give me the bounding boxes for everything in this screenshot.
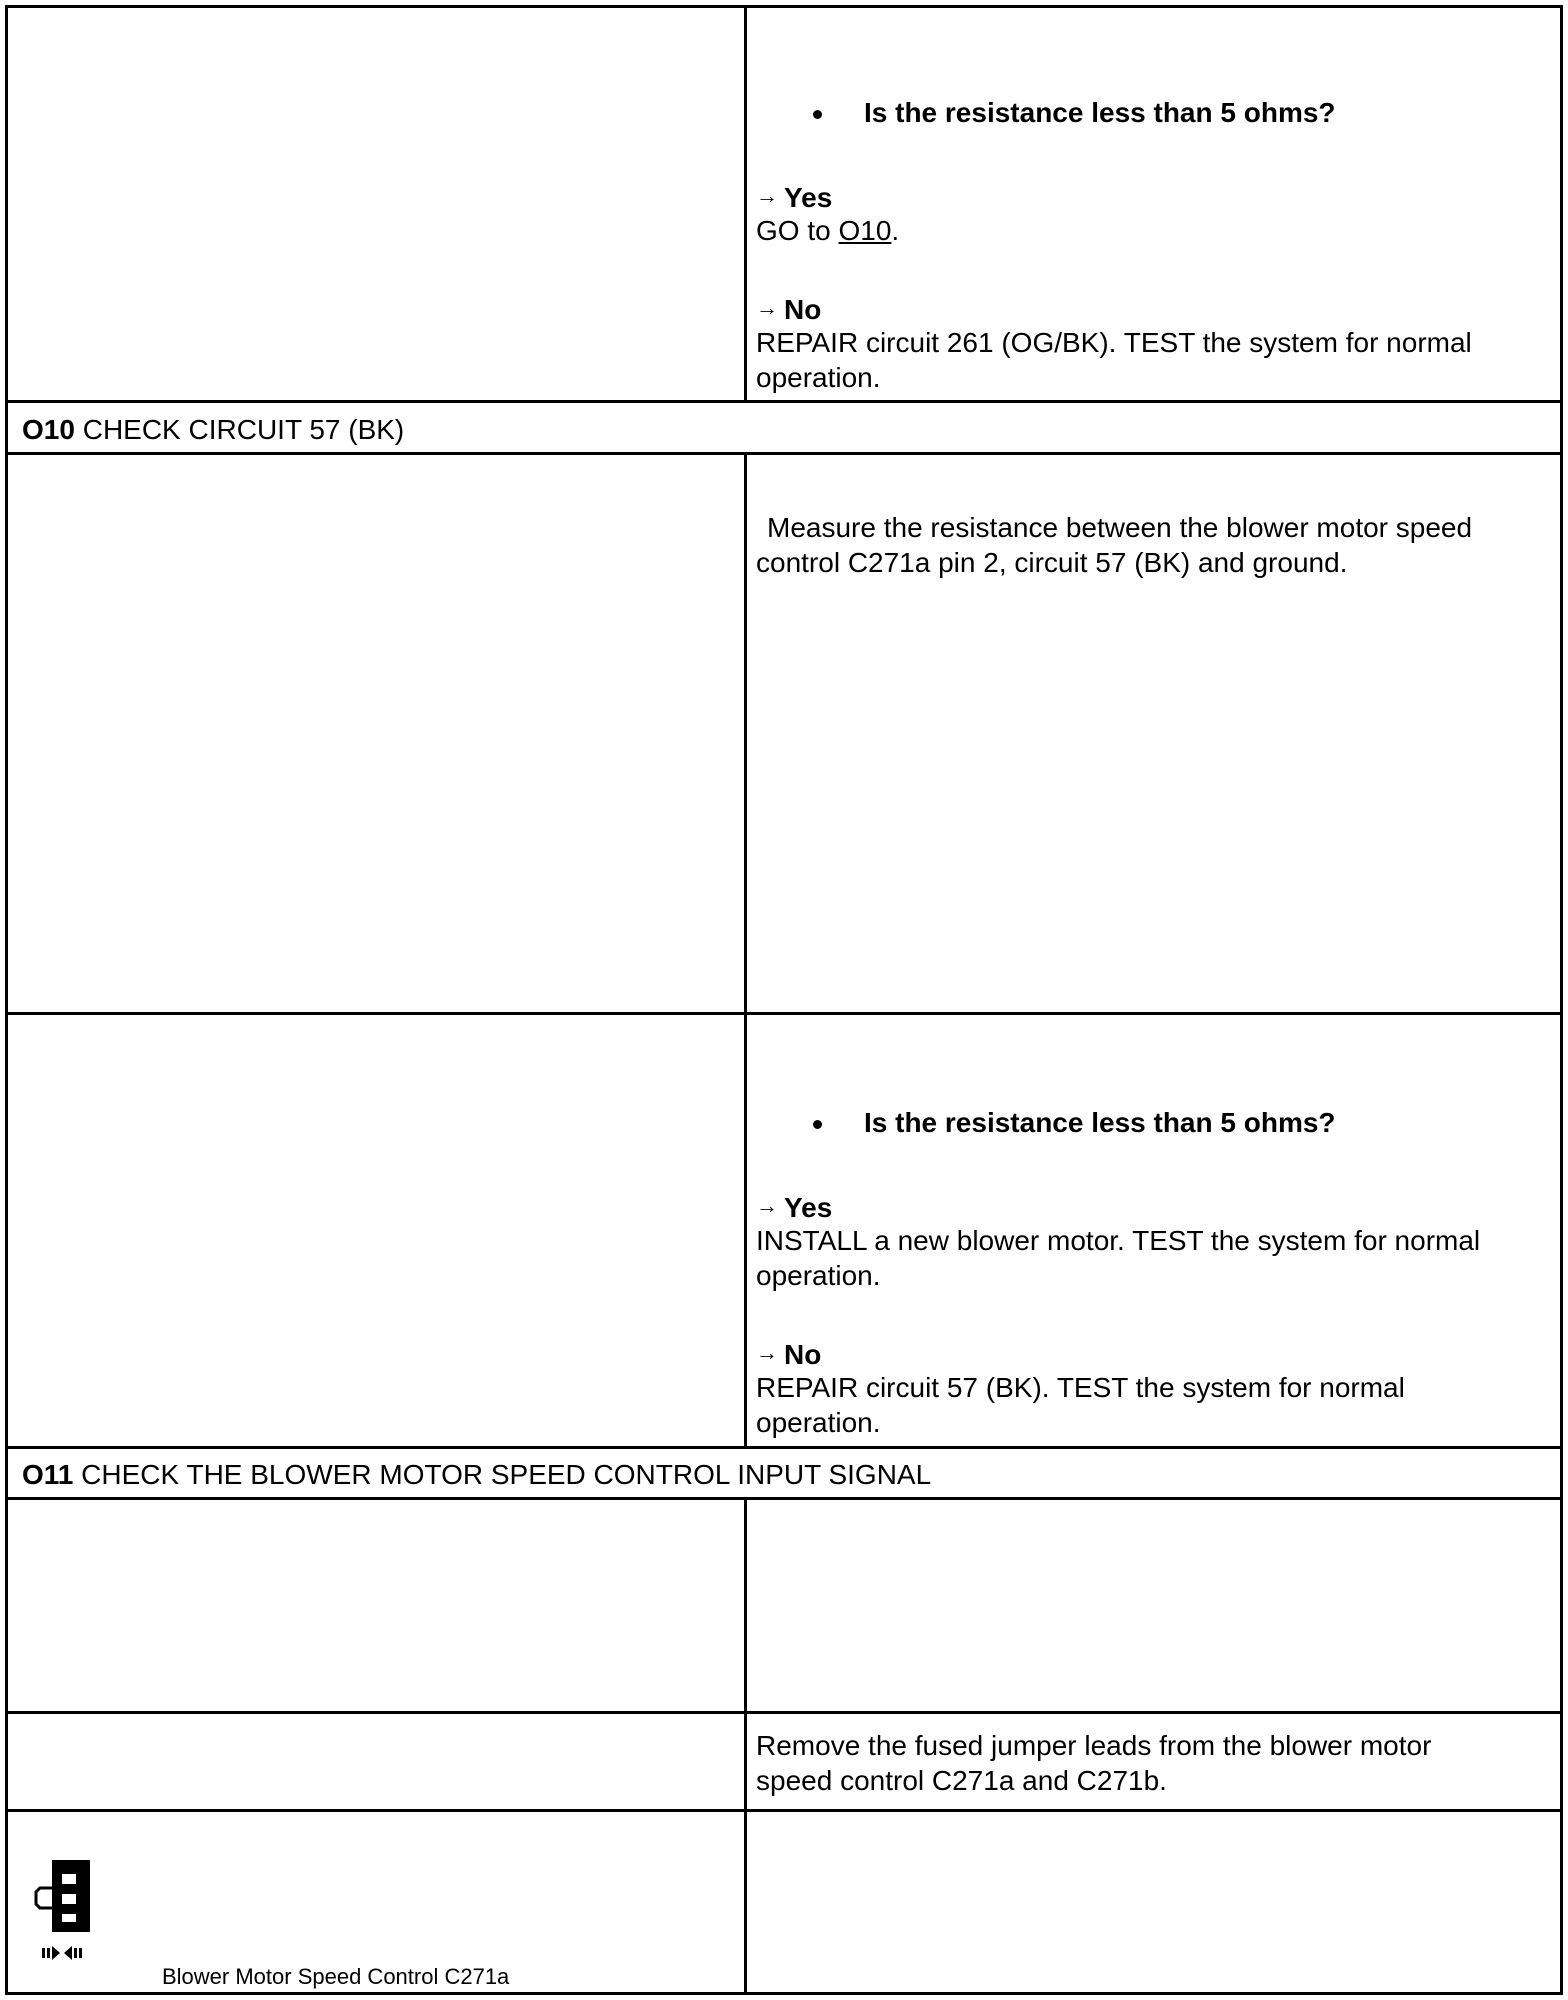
row7-caption: Blower Motor Speed Control C271a xyxy=(162,1964,510,1989)
row4-right-cell xyxy=(744,1012,1563,1449)
row3-right-cell xyxy=(744,452,1563,1015)
row7-left-cell xyxy=(5,1809,747,1995)
row1-no-action-line1: REPAIR circuit 261 (OG/BK). TEST the system for normal xyxy=(756,327,1472,358)
row4-yes: → Yes xyxy=(756,1192,833,1223)
bullet-icon xyxy=(813,110,822,119)
o10-step: O10 xyxy=(22,414,75,445)
o10-title: CHECK CIRCUIT 57 (BK) xyxy=(82,414,405,445)
row4-question: Is the resistance less than 5 ohms? xyxy=(864,1107,1336,1138)
row1-yes-action: GO to O10. xyxy=(756,215,900,246)
bullet-icon xyxy=(813,1120,822,1129)
row4-no: → No xyxy=(756,1339,822,1370)
row1-question: Is the resistance less than 5 ohms? xyxy=(864,97,1336,128)
row1-no: → No xyxy=(756,294,822,325)
row3-left-cell xyxy=(5,452,747,1015)
o11-header xyxy=(5,1446,1563,1500)
row4-no-action-line1: REPAIR circuit 57 (BK). TEST the system for normal xyxy=(756,1372,1405,1403)
row1-left-cell xyxy=(5,5,747,403)
row4-yes-action-line1: INSTALL a new blower motor. TEST the system for normal xyxy=(756,1225,1481,1256)
row4-no-action-line2: operation. xyxy=(756,1407,881,1438)
row6-right-cell xyxy=(744,1711,1563,1812)
row3-line1: Measure the resistance between the blower motor speed xyxy=(767,512,1473,543)
row5-right-cell xyxy=(744,1497,1563,1714)
row6-left-cell xyxy=(5,1711,747,1812)
row1-right-cell xyxy=(744,5,1563,403)
arrow-right-icon: → xyxy=(756,183,778,208)
row4-yes-action-line2: operation. xyxy=(756,1260,881,1291)
o11-step: O11 xyxy=(22,1459,74,1490)
row4-left-cell xyxy=(5,1012,747,1449)
row6-line1: Remove the fused jumper leads from the blower motor xyxy=(756,1730,1432,1761)
o10-header xyxy=(5,400,1563,455)
arrow-right-icon: → xyxy=(756,1340,778,1365)
row5-left-cell xyxy=(5,1497,747,1714)
row3-line2: control C271a pin 2, circuit 57 (BK) and ground. xyxy=(756,547,1348,578)
row6-line2: speed control C271a and C271b. xyxy=(756,1765,1167,1796)
o10-link[interactable]: O10 xyxy=(838,215,892,246)
row7-right-cell xyxy=(744,1809,1563,1995)
arrow-right-icon: → xyxy=(756,1193,778,1218)
row1-yes: → Yes xyxy=(756,182,833,213)
row1-no-action-line2: operation. xyxy=(756,362,881,393)
o11-title: CHECK THE BLOWER MOTOR SPEED CONTROL INPUT SIGNAL xyxy=(81,1459,932,1490)
connector-disconnect-icon xyxy=(32,1860,114,1960)
arrow-right-icon: → xyxy=(756,295,778,320)
